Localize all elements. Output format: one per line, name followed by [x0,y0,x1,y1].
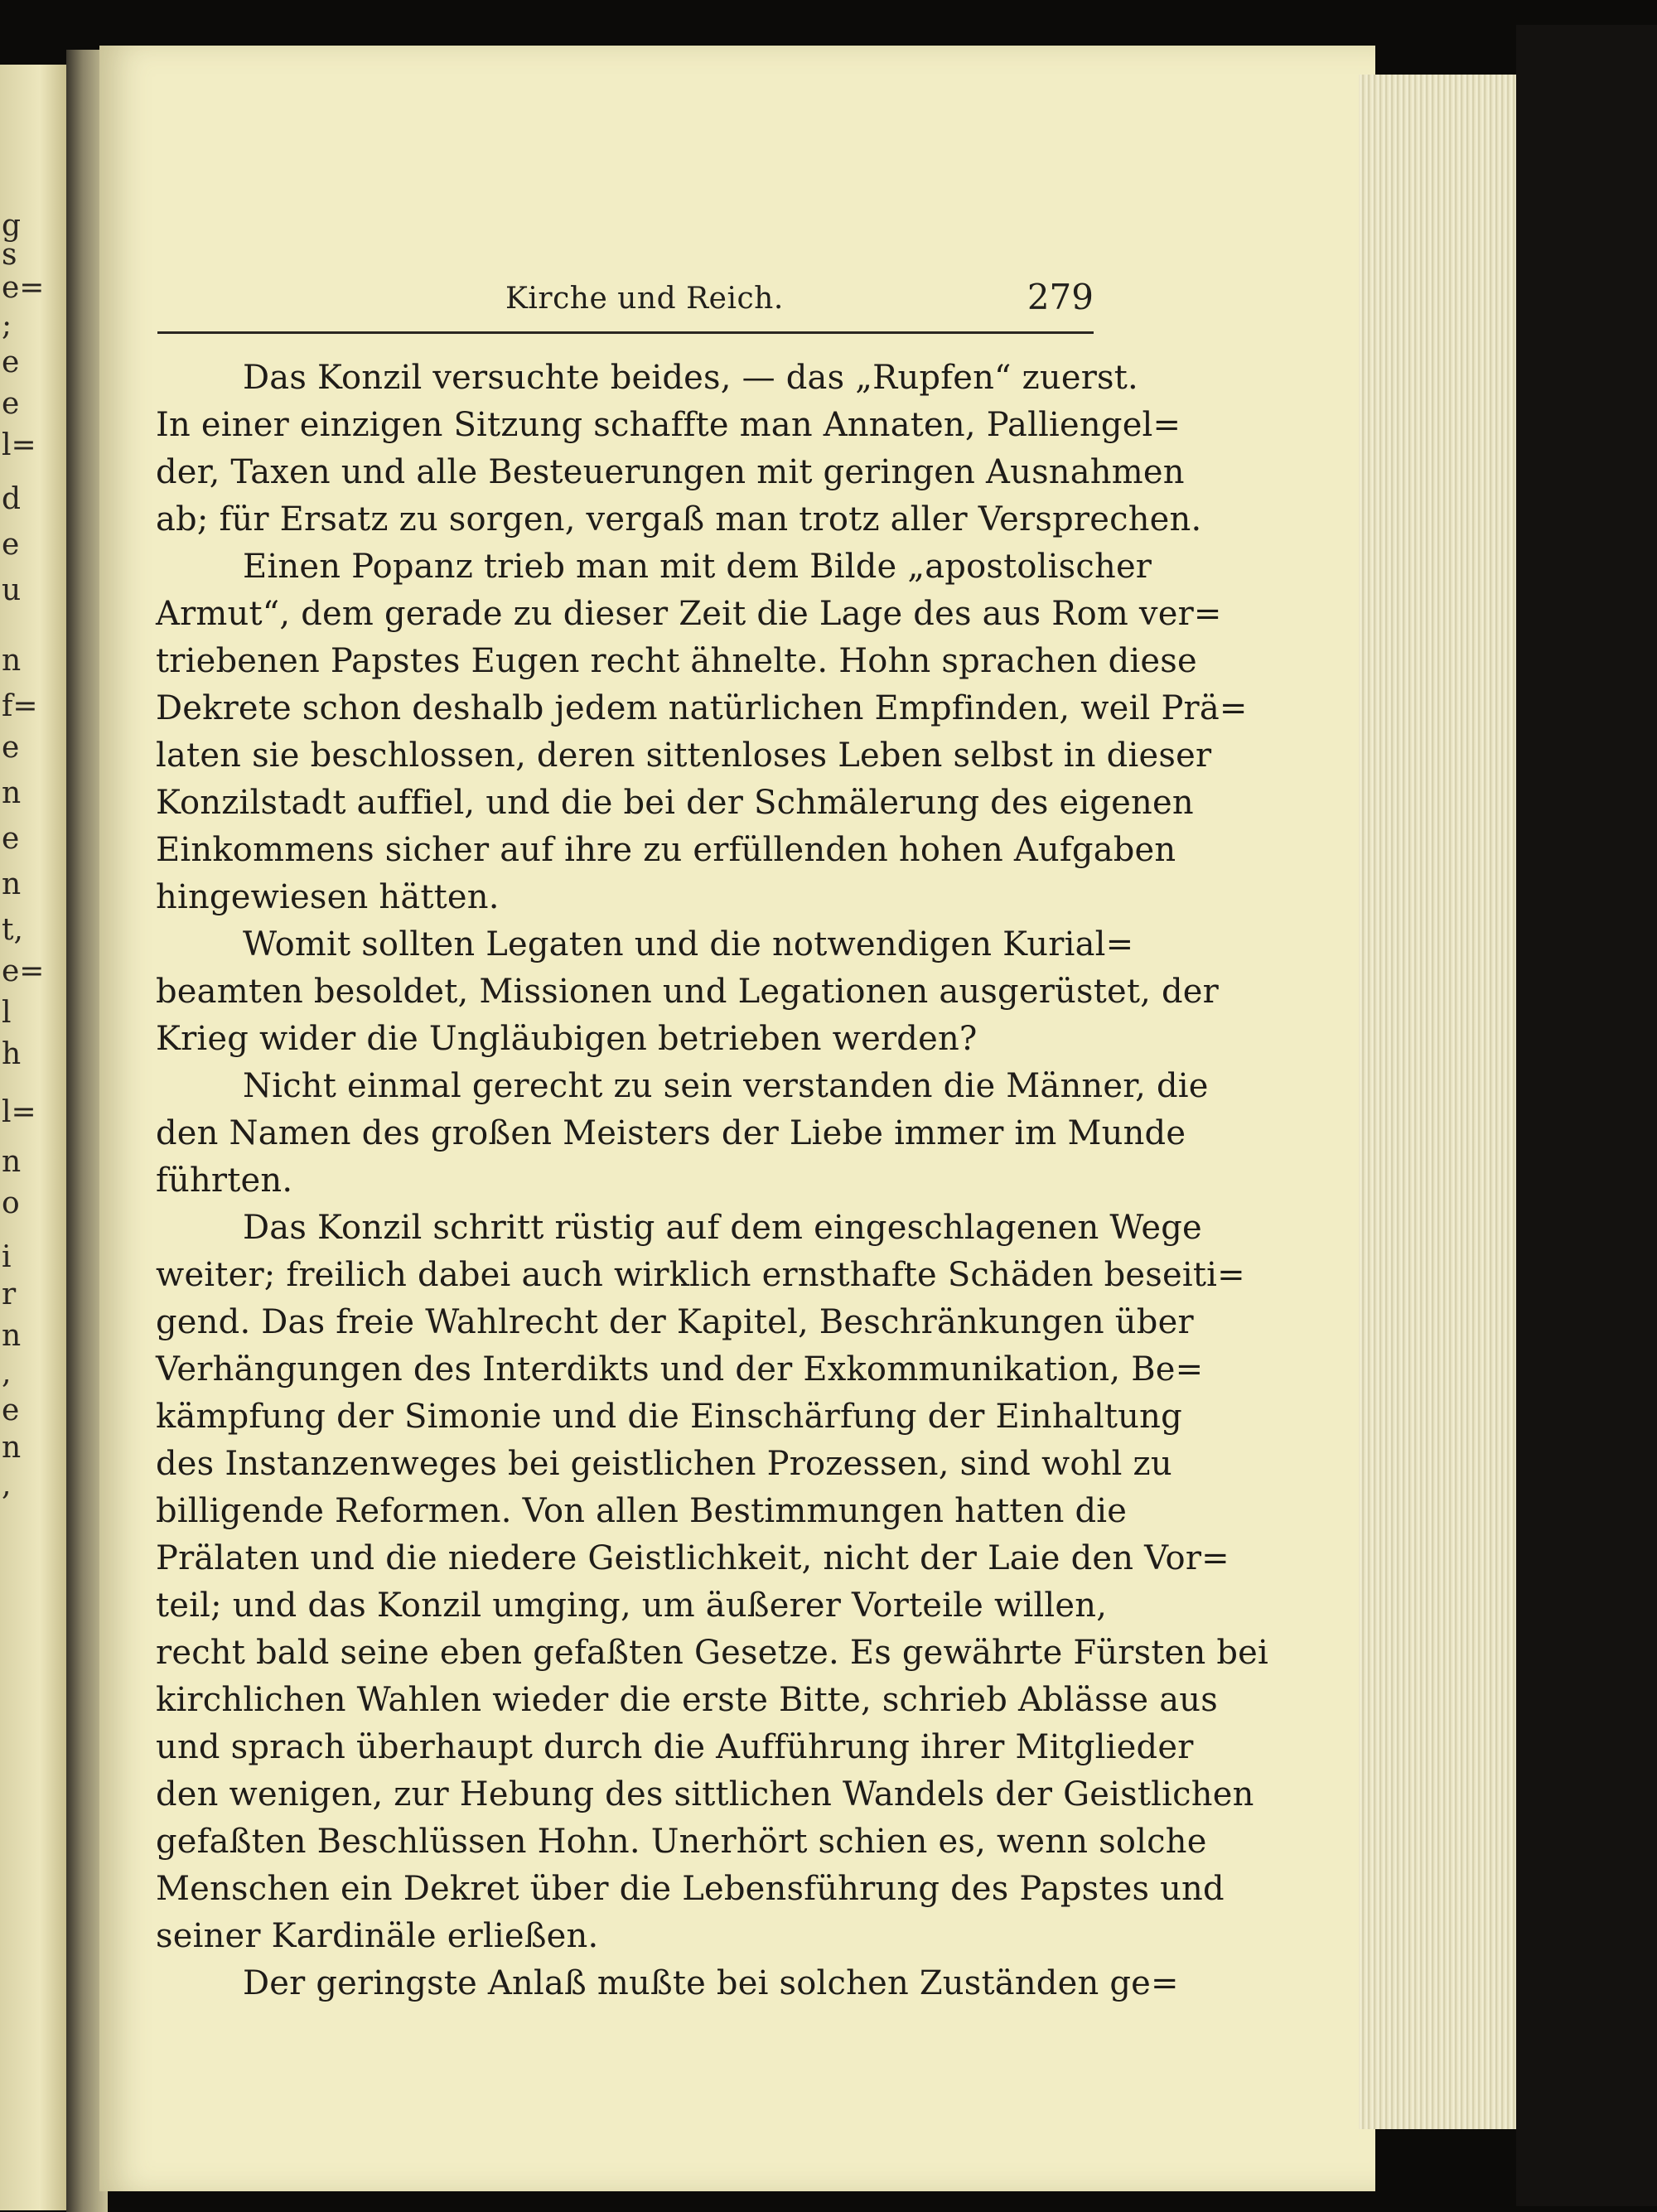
text-line: der, Taxen und alle Besteuerungen mit geringen Ausnahmen [156,453,1185,491]
text-line: beamten besoldet, Missionen und Legationen ausgerüstet, der [156,973,1219,1011]
text-line: seiner Kardinäle erließen. [156,1917,599,1955]
body-text [156,355,1269,2007]
text-line: Menschen ein Dekret über die Lebensführung des Papstes und [156,1870,1225,1908]
left-page-fragment: d [2,482,22,516]
left-page-fragment: r [2,1277,17,1311]
text-line: Verhängungen des Interdikts und der Exkommunikation, Be= [156,1350,1204,1389]
text-line: und sprach überhaupt durch die Aufführung ihrer Mitglieder [156,1728,1194,1766]
text-line: Krieg wider die Ungläubigen betrieben werden? [156,1020,978,1058]
left-page-fragment: , [2,1468,12,1502]
text-line: Einkommens sicher auf ihre zu erfüllenden hohen Aufgaben [156,831,1176,869]
text-line: Prälaten und die niedere Geistlichkeit, nicht der Laie den Vor= [156,1539,1229,1577]
text-line: Der geringste Anlaß mußte bei solchen Zuständen ge= [243,1964,1179,2002]
left-page-fragment: e [2,387,20,421]
left-page-fragment: o [2,1186,20,1220]
running-title: Kirche und Reich. [505,282,784,316]
text-line: Armut“, dem gerade zu dieser Zeit die Lage des aus Rom ver= [156,595,1222,633]
text-line: teil; und das Konzil umging, um äußerer Vorteile willen, [156,1587,1108,1625]
left-page-fragment: n [2,1145,22,1179]
page-header [157,277,1094,334]
left-page-fragment: u [2,573,22,607]
text-line: Dekrete schon deshalb jedem natürlichen Empfinden, weil Prä= [156,689,1248,727]
text-line: gefaßten Beschlüssen Hohn. Unerhört schien es, wenn solche [156,1823,1207,1861]
text-line: den wenigen, zur Hebung des sittlichen Wandels der Geistlichen [156,1775,1254,1814]
left-page-fragment: ; [2,308,12,342]
left-page-fragment: e [2,822,20,856]
text-line: den Namen des großen Meisters der Liebe immer im Munde [156,1114,1186,1152]
left-page-fragment: l [2,996,12,1030]
page-number: 279 [1027,277,1094,317]
text-line: triebenen Papstes Eugen recht ähnelte. Hohn sprachen diese [156,642,1197,680]
text-line: Einen Popanz trieb man mit dem Bilde „apostolischer [243,548,1152,586]
left-page-fragment: l= [2,428,36,462]
left-page-fragment: n [2,867,22,901]
left-page-fragment: g [2,209,22,243]
book-cover-edge [1516,25,1657,2206]
left-page-fragment: n [2,1319,22,1353]
left-page-fragment: n [2,776,22,810]
left-page-fragment: e [2,345,20,379]
text-line: gend. Das freie Wahlrecht der Kapitel, Beschränkungen über [156,1303,1194,1341]
left-page-fragment: t, [2,913,23,947]
left-page-fragment: e [2,731,20,765]
text-line: recht bald seine eben gefaßten Gesetze. Es gewährte Fürsten bei [156,1634,1269,1672]
text-line: führten. [156,1162,293,1200]
left-page-fragment: e= [2,271,45,305]
text-line: billigende Reformen. Von allen Bestimmungen hatten die [156,1492,1128,1530]
text-line: laten sie beschlossen, deren sittenloses Leben selbst in dieser [156,737,1212,775]
left-page-fragment: s [2,238,17,272]
left-page-fragment: n [2,644,22,678]
left-page-fragment: l= [2,1095,36,1129]
left-page-fragment: , [2,1356,12,1390]
text-line: kämpfung der Simonie und die Einschärfung der Einhaltung [156,1398,1182,1436]
left-page-fragment: f= [2,689,38,723]
previous-page-edge [0,65,66,2210]
text-line: Nicht einmal gerecht zu sein verstanden die Männer, die [243,1067,1209,1105]
text-line: des Instanzenweges bei geistlichen Prozessen, sind wohl zu [156,1445,1172,1483]
left-page-fragment: n [2,1431,22,1465]
text-line: kirchlichen Wahlen wieder die erste Bitte, schrieb Ablässe aus [156,1681,1218,1719]
text-line: Das Konzil schritt rüstig auf dem eingeschlagenen Wege [243,1209,1202,1247]
left-page-fragment: e= [2,954,45,988]
text-line: Konzilstadt auffiel, und die bei der Schmälerung des eigenen [156,784,1194,822]
left-page-fragment: e [2,1393,20,1427]
left-page-fragment: e [2,528,20,562]
text-line: weiter; freilich dabei auch wirklich ernsthafte Schäden beseiti= [156,1256,1245,1294]
left-page-fragment: h [2,1037,22,1071]
left-page-fragment: i [2,1240,12,1274]
page-block-edges [1359,75,1523,2129]
text-line: hingewiesen hätten. [156,878,500,916]
text-line: In einer einzigen Sitzung schaffte man Annaten, Palliengel= [156,406,1181,444]
text-line: Das Konzil versuchte beides, — das „Rupfen“ zuerst. [243,359,1138,397]
text-line: Womit sollten Legaten und die notwendigen Kurial= [243,925,1134,964]
text-line: ab; für Ersatz zu sorgen, vergaß man trotz aller Versprechen. [156,500,1202,539]
